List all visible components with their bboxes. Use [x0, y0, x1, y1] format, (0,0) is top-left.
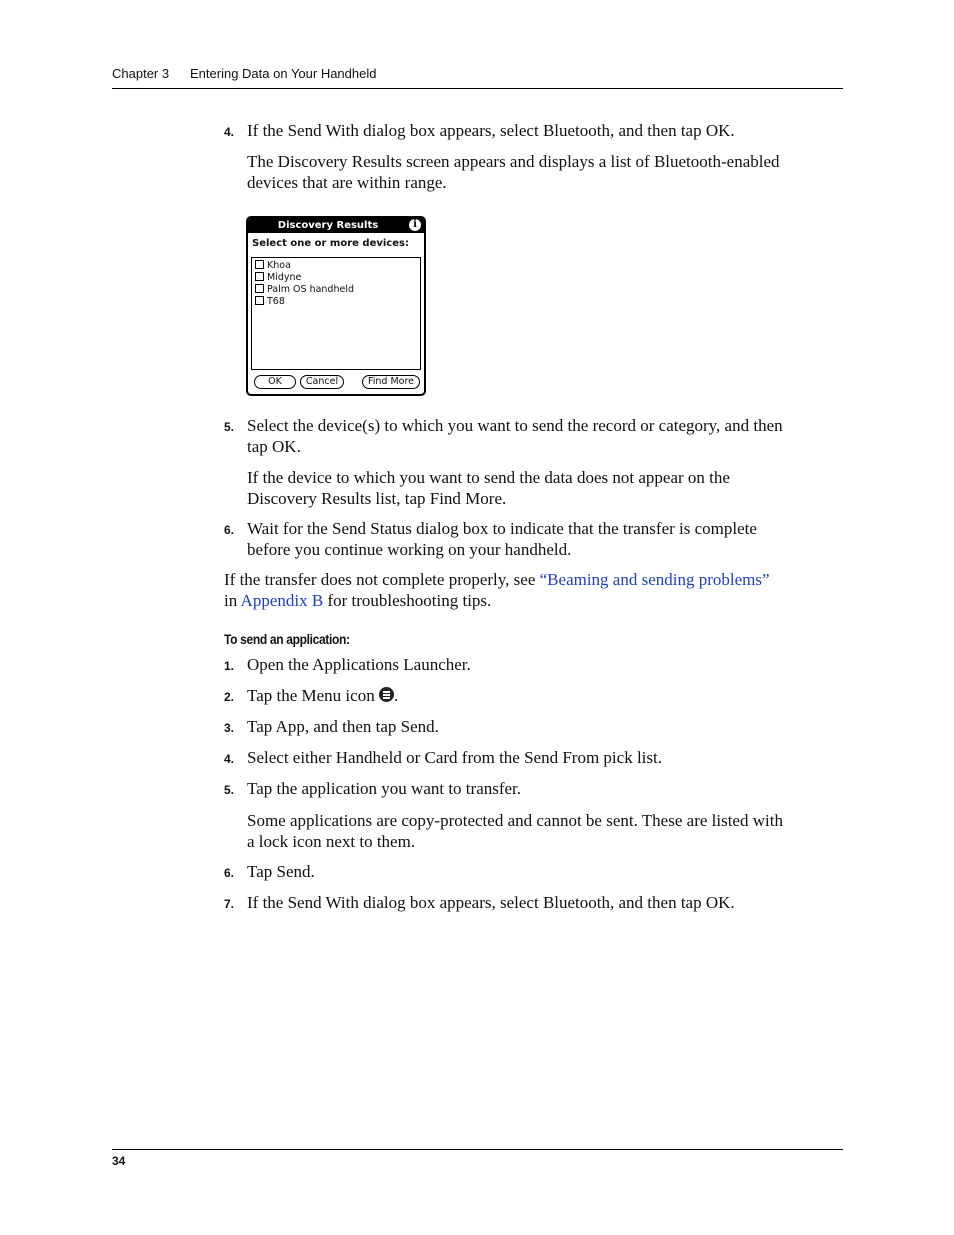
device-item[interactable]: Khoa [255, 260, 291, 272]
select-prompt: Select one or more devices: [252, 238, 409, 249]
step-number: 4. [224, 125, 235, 139]
troubleshoot-paragraph: If the transfer does not complete properly, see “Beaming and sending problems” in Appendix B for troubleshooting tips. [224, 570, 770, 610]
procedure-heading: To send an application: [224, 631, 350, 647]
step-text: If the Send With dialog box appears, select Bluetooth, and then tap OK. [247, 121, 735, 140]
device-list [251, 257, 421, 370]
step-number: 1. [224, 659, 235, 673]
step-text: Tap Send. [247, 862, 315, 881]
running-header [112, 66, 843, 89]
checkbox[interactable] [255, 272, 264, 281]
checkbox[interactable] [255, 260, 264, 269]
step-text: Tap the Menu icon . [247, 686, 399, 705]
step-text: Wait for the Send Status dialog box to indicate that the transfer is complete before you continue working on your handheld. [247, 519, 757, 559]
chapter-label: Chapter 3 [112, 66, 170, 81]
paragraph-copy-protected: Some applications are copy-protected and cannot be sent. These are listed with a lock icon next to them. [247, 811, 783, 851]
cancel-button[interactable]: Cancel [300, 375, 344, 389]
step-number: 3. [224, 721, 235, 735]
beaming-problems-link[interactable]: “Beaming and sending problems” [539, 570, 770, 589]
ok-button[interactable]: OK [254, 375, 296, 389]
step-number: 6. [224, 866, 235, 880]
device-item[interactable]: T68 [255, 296, 285, 308]
page-number: 34 [112, 1154, 126, 1168]
paragraph-not-appear: If the device to which you want to send the data does not appear on the Discovery Results list, tap Find More. [247, 468, 730, 508]
device-item[interactable]: Midyne [255, 272, 301, 284]
step-number: 5. [224, 783, 235, 797]
info-icon[interactable]: i [409, 219, 421, 231]
chapter-title: Entering Data on Your Handheld [190, 66, 377, 81]
step-number: 6. [224, 523, 235, 537]
step-number: 4. [224, 752, 235, 766]
step-text: Select the device(s) to which you want to send the record or category, and then tap OK. [247, 416, 783, 456]
device-item[interactable]: Palm OS handheld [255, 284, 354, 296]
step-text: If the Send With dialog box appears, select Bluetooth, and then tap OK. [247, 893, 735, 912]
step-text: Open the Applications Launcher. [247, 655, 471, 674]
step-text: Select either Handheld or Card from the Send From pick list. [247, 748, 662, 767]
screen-title: Discovery Results [277, 220, 379, 231]
checkbox[interactable] [255, 296, 264, 305]
step-number: 7. [224, 897, 235, 911]
screen-titlebar [248, 218, 424, 233]
step-text: Tap the application you want to transfer. [247, 779, 522, 798]
step-number: 5. [224, 420, 235, 434]
step-text: Tap App, and then tap Send. [247, 717, 439, 736]
appendix-b-link[interactable]: Appendix B [240, 590, 324, 610]
step-number: 2. [224, 690, 235, 704]
discovery-results-screenshot [246, 216, 426, 396]
menu-icon [379, 687, 394, 702]
paragraph-discovery: The Discovery Results screen appears and displays a list of Bluetooth-enabled devices that are within range. [247, 152, 780, 192]
find-more-button[interactable]: Find More [362, 375, 420, 389]
footer-rule [112, 1149, 843, 1150]
checkbox[interactable] [255, 284, 264, 293]
